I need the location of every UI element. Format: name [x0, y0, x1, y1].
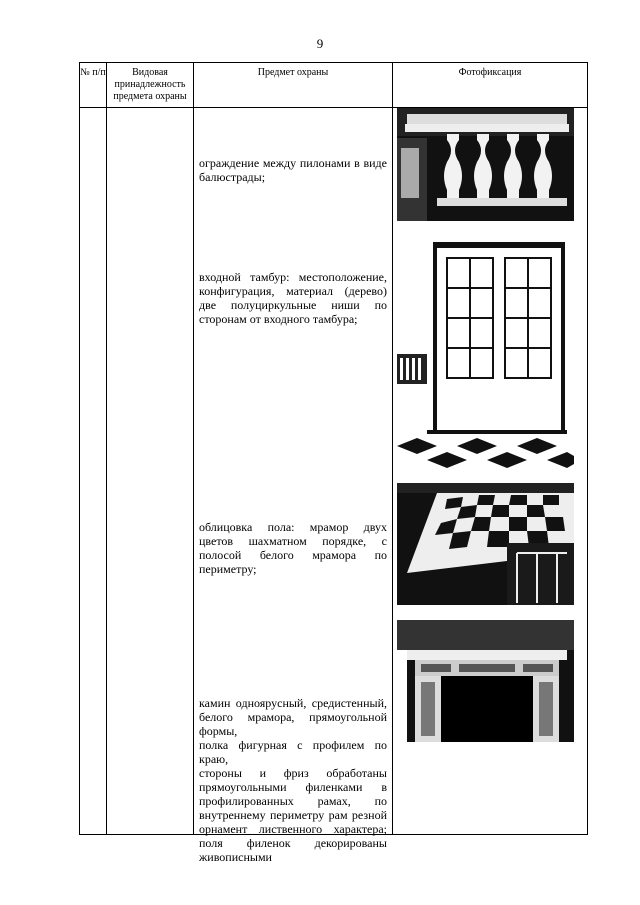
header-photo: Фотофиксация: [393, 63, 588, 108]
fireplace-photo-icon: [397, 620, 574, 742]
photo-cell: [393, 108, 588, 835]
table-row: [80, 108, 588, 835]
header-number: № п/п: [80, 63, 107, 108]
header-subject: Предмет охраны: [194, 63, 393, 108]
item-text: две полуциркульные ниши по сторонам от входного тамбура;: [199, 298, 387, 326]
balustrade-photo-icon: [397, 108, 574, 221]
item-text: камин одноярусный, средистенный, белого мрамора, прямоугольной формы,: [199, 696, 387, 738]
item-fireplace: [199, 696, 387, 864]
page-number: 9: [316, 36, 324, 51]
item-text: ограждение между пилонами в виде балюстрады;: [199, 156, 387, 184]
header-category: Видовая принадлежность предмета охраны: [107, 63, 194, 108]
category-cell: [107, 108, 194, 835]
subject-cell: [194, 108, 393, 864]
item-balustrade: [199, 156, 387, 184]
table-header-row: [80, 63, 588, 108]
item-entrance-vestibule: [199, 270, 387, 326]
item-text: полка фигурная с профилем по краю,: [199, 738, 387, 766]
entrance-doors-photo-icon: [397, 234, 574, 470]
item-text: входной тамбур: местоположение, конфигурация, материал (дерево): [199, 270, 387, 298]
number-cell: [80, 108, 107, 835]
item-floor-cladding: [199, 520, 387, 576]
item-text: стороны и фриз обработаны прямоугольными филенками в профилированных рамах, по внутреннему периметру рам резной орнамент лиственного характера; поля филенок декорированы живописными: [199, 766, 387, 864]
protection-table: [79, 62, 588, 864]
checkered-floor-photo-icon: [397, 483, 574, 605]
item-text: облицовка пола: мрамор двух цветов шахматном порядке, с полосой белого мрамора по периметру;: [199, 520, 387, 576]
